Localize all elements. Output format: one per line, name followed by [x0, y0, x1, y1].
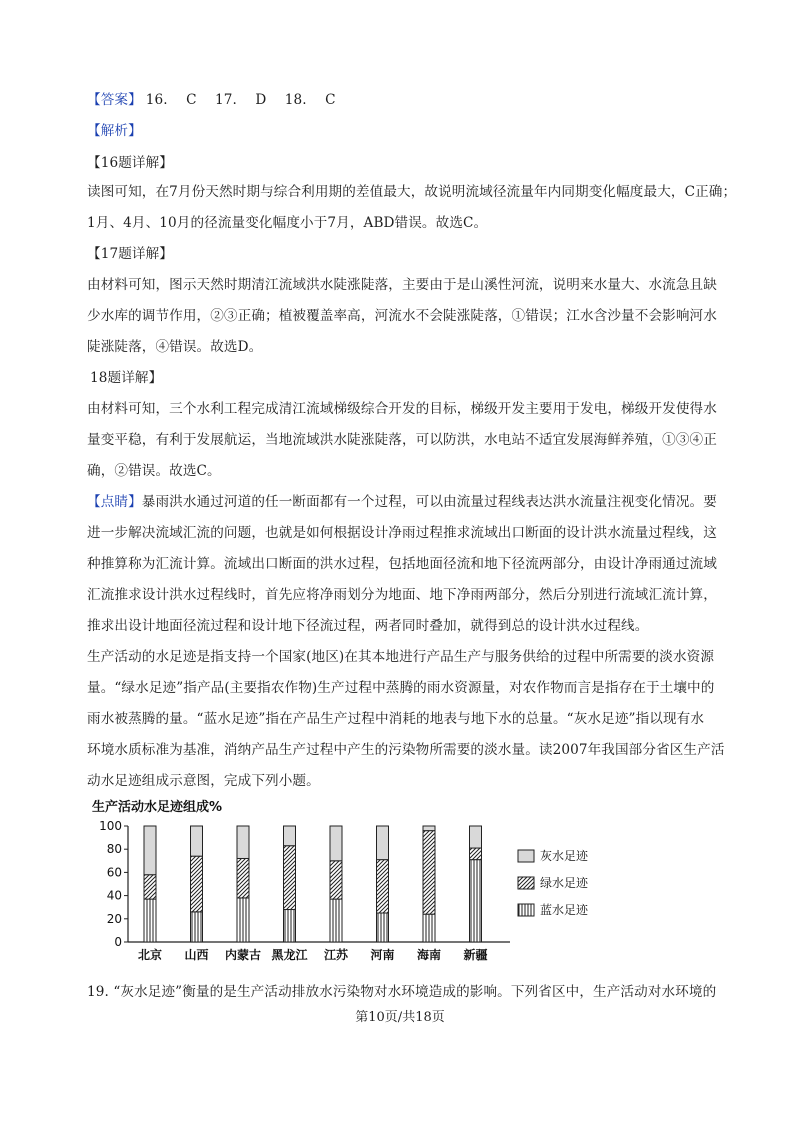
legend-label-blue: 蓝水足迹 [540, 903, 589, 917]
legend-swatch-blue [518, 904, 534, 916]
x-tick-label: 江苏 [323, 948, 349, 962]
bar-blue [330, 899, 342, 942]
bar-grey [191, 826, 203, 856]
y-tick-label: 100 [99, 819, 122, 833]
tip-line: 进一步解决流域汇流的问题，也就是如何根据设计净雨过程推求流域出口断面的设计洪水流量过程线，这 [87, 525, 717, 541]
chart-axes [99, 819, 510, 949]
question-19-line: 19. “灰水足迹”衡量的是生产活动排放水污染物对水环境造成的影响。下列省区中，生产活动对水环境的 [87, 984, 717, 1000]
bar-green [330, 861, 342, 899]
x-tick-label: 海南 [416, 948, 442, 962]
bar-grey [330, 826, 342, 861]
bar-grey [144, 826, 156, 875]
bar-grey [377, 826, 389, 860]
q18-line: 确，②错误。故选C。 [87, 463, 221, 479]
material-line: 量。“绿水足迹”指产品(主要指农作物)生产过程中蒸腾的雨水资源量，对农作物而言是指存在于土壤中的 [87, 680, 715, 696]
x-tick-label: 北京 [137, 948, 163, 962]
analysis-label: 【解析】 [87, 123, 142, 139]
q17-line: 陡涨陡落，④错误。故选D。 [87, 339, 263, 355]
legend-swatch-green [518, 877, 534, 889]
bar-blue [423, 914, 435, 942]
y-tick-label: 0 [114, 935, 122, 949]
page-footer: 第10页/共18页 [355, 1010, 445, 1025]
bar-green [284, 846, 296, 910]
tip-line [87, 492, 727, 512]
bar-blue [284, 910, 296, 942]
answer-label: 【答案】 [87, 92, 142, 108]
bar-green [237, 858, 249, 897]
tip-line: 推求出设计地面径流过程和设计地下径流过程，两者同时叠加，就得到总的设计洪水过程线。 [87, 618, 649, 634]
chart-legend [518, 848, 589, 917]
legend-swatch-grey [518, 850, 534, 862]
q17-line: 少水库的调节作用，②③正确；植被覆盖率高，河流水不会陡涨陡落，①错误；江水含沙量不会影响河水 [87, 308, 717, 324]
answer-line [87, 90, 727, 110]
bar-blue [377, 913, 389, 942]
q18-line: 由材料可知，三个水利工程完成清江流域梯级综合开发的目标，梯级开发主要用于发电，梯级开发使得水 [87, 401, 717, 417]
bar-green [144, 875, 156, 899]
bar-grey [284, 826, 296, 846]
y-tick-label: 40 [106, 888, 122, 903]
x-tick-label: 黑龙江 [271, 948, 308, 962]
material-line: 动水足迹组成示意图，完成下列小题。 [87, 773, 320, 789]
bar-blue [470, 860, 482, 942]
bar-blue [237, 898, 249, 942]
legend-label-green: 绿水足迹 [540, 876, 589, 890]
x-tick-label: 新疆 [463, 948, 488, 962]
q17-line: 由材料可知，图示天然时期清江流域洪水陡涨陡落，主要由于是山溪性河流，说明来水量大、水流急且缺 [87, 277, 717, 293]
chart-title: 生产活动水足迹组成% [92, 800, 223, 815]
bar-green [423, 831, 435, 915]
answer-values: 16. C 17. D 18. C [145, 92, 336, 108]
bar-grey [237, 826, 249, 858]
bar-green [470, 848, 482, 860]
q16-title: 【16题详解】 [87, 155, 173, 171]
x-tick-label: 河南 [370, 948, 395, 962]
legend-label-grey: 灰水足迹 [540, 849, 589, 863]
bar-green [377, 860, 389, 913]
y-tick-label: 20 [106, 911, 122, 926]
q18-title: 18题详解】 [90, 370, 163, 386]
x-tick-label: 内蒙古 [224, 948, 262, 962]
q18-line: 量变平稳，有利于发展航运，当地流域洪水陡涨陡落，可以防洪，水电站不适宜发展海鲜养殖，①③④正 [87, 432, 717, 448]
q16-line: 1月、4月、10月的径流量变化幅度小于7月，ABD错误。故选C。 [87, 215, 488, 231]
y-tick-label: 80 [106, 842, 122, 857]
bar-grey [423, 826, 435, 831]
bar-blue [144, 899, 156, 942]
q16-line: 读图可知，在7月份天然时期与综合利用期的差值最大，故说明流域径流量年内同期变化幅度最大，C正确； [87, 184, 737, 200]
tip-text: 暴雨洪水通过河道的任一断面都有一个过程，可以由流量过程线表达洪水流量注视变化情况。要 [141, 494, 717, 510]
chart-x-labels [138, 947, 488, 962]
y-tick-label: 60 [106, 865, 122, 880]
q17-title: 【17题详解】 [87, 246, 173, 262]
water-footprint-chart [80, 812, 660, 972]
tip-label: 【点睛】 [87, 494, 142, 510]
material-line: 雨水被蒸腾的量。“蓝水足迹”指在产品生产过程中消耗的地表与地下水的总量。“灰水足迹”指以现有水 [87, 711, 705, 727]
x-tick-label: 山西 [184, 948, 209, 962]
bar-grey [470, 826, 482, 848]
material-line: 环境水质标准为基准，消纳产品生产过程中产生的污染物所需要的淡水量。读2007年我国部分省区生产活 [87, 742, 725, 758]
bar-green [191, 856, 203, 912]
bar-blue [191, 912, 203, 942]
tip-line: 汇流推求设计洪水过程线时，首先应将净雨划分为地面、地下净雨两部分，然后分别进行流域汇流计算， [87, 587, 717, 603]
chart-bars [144, 826, 482, 942]
material-line: 生产活动的水足迹是指支持一个国家(地区)在其本地进行产品生产与服务供给的过程中所需要的淡水资源 [87, 649, 715, 665]
tip-line: 种推算称为汇流计算。流域出口断面的洪水过程，包括地面径流和地下径流两部分，由设计净雨通过流域 [87, 556, 717, 572]
